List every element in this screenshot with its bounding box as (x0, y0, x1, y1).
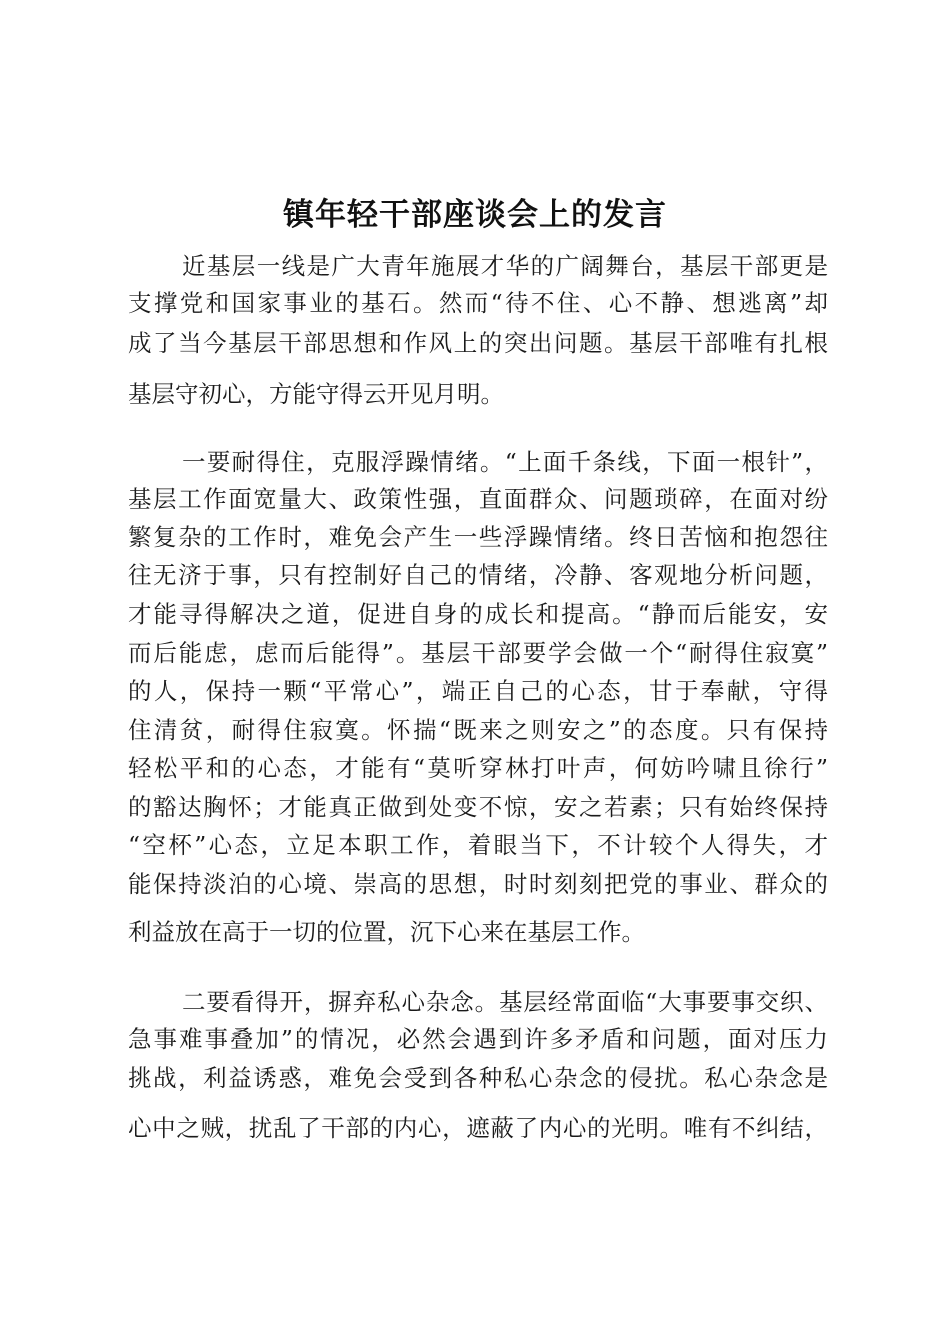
paragraph-line: 近基层一线是广大青年施展才华的广阔舞台，基层干部更是 (182, 252, 828, 280)
paragraph-line: 成了当今基层干部思想和作风上的突出问题。基层干部唯有扎根 (128, 329, 828, 357)
paragraph-line: “空杯”心态，立足本职工作，着眼当下，不计较个人得失，才 (128, 831, 828, 859)
paragraph-line: 才能寻得解决之道，促进自身的成长和提高。“静而后能安，安 (128, 600, 828, 628)
paragraph-line: 轻松平和的心态，才能有“莫听穿林打叶声，何妨吟啸且徐行” (128, 754, 828, 782)
paragraph-line: 二要看得开，摒弃私心杂念。基层经常面临“大事要事交织、 (182, 988, 828, 1016)
paragraph-line: 基层工作面宽量大、政策性强，直面群众、问题琐碎，在面对纷 (128, 485, 828, 513)
paragraph-line: 利益放在高于一切的位置，沉下心来在基层工作。 (128, 918, 645, 946)
paragraph-line: 挑战，利益诱惑，难免会受到各种私心杂念的侵扰。私心杂念是 (128, 1064, 828, 1092)
paragraph-line: 支撑党和国家事业的基石。然而“待不住、心不静、想逃离”却 (128, 289, 828, 317)
paragraph-line: 急事难事叠加”的情况，必然会遇到许多矛盾和问题，面对压力 (128, 1025, 828, 1053)
paragraph-line: 的豁达胸怀；才能真正做到处变不惊，安之若素；只有始终保持 (128, 793, 828, 821)
paragraph-line: 往无济于事，只有控制好自己的情绪，冷静、客观地分析问题， (128, 561, 828, 589)
paragraph-line: 一要耐得住，克服浮躁情绪。“上面千条线，下面一根针”， (182, 448, 828, 476)
paragraph-line: 心中之贼，扰乱了干部的内心，遮蔽了内心的光明。唯有不纠结， (128, 1114, 828, 1142)
paragraph-line: 而后能虑，虑而后能得”。基层干部要学会做一个“耐得住寂寞” (128, 639, 828, 667)
paragraph-line: 能保持淡泊的心境、崇高的思想，时时刻刻把党的事业、群众的 (128, 870, 828, 898)
paragraph-line: 住清贫，耐得住寂寞。怀揣“既来之则安之”的态度。只有保持 (128, 716, 828, 744)
paragraph-line: 繁复杂的工作时，难免会产生一些浮躁情绪。终日苦恼和抱怨往 (128, 523, 828, 551)
document-title: 镇年轻干部座谈会上的发言 (283, 197, 667, 233)
paragraph-line: 基层守初心，方能守得云开见月明。 (128, 380, 504, 408)
paragraph-line: 的人，保持一颗“平常心”，端正自己的心态，甘于奉献，守得 (128, 677, 828, 705)
